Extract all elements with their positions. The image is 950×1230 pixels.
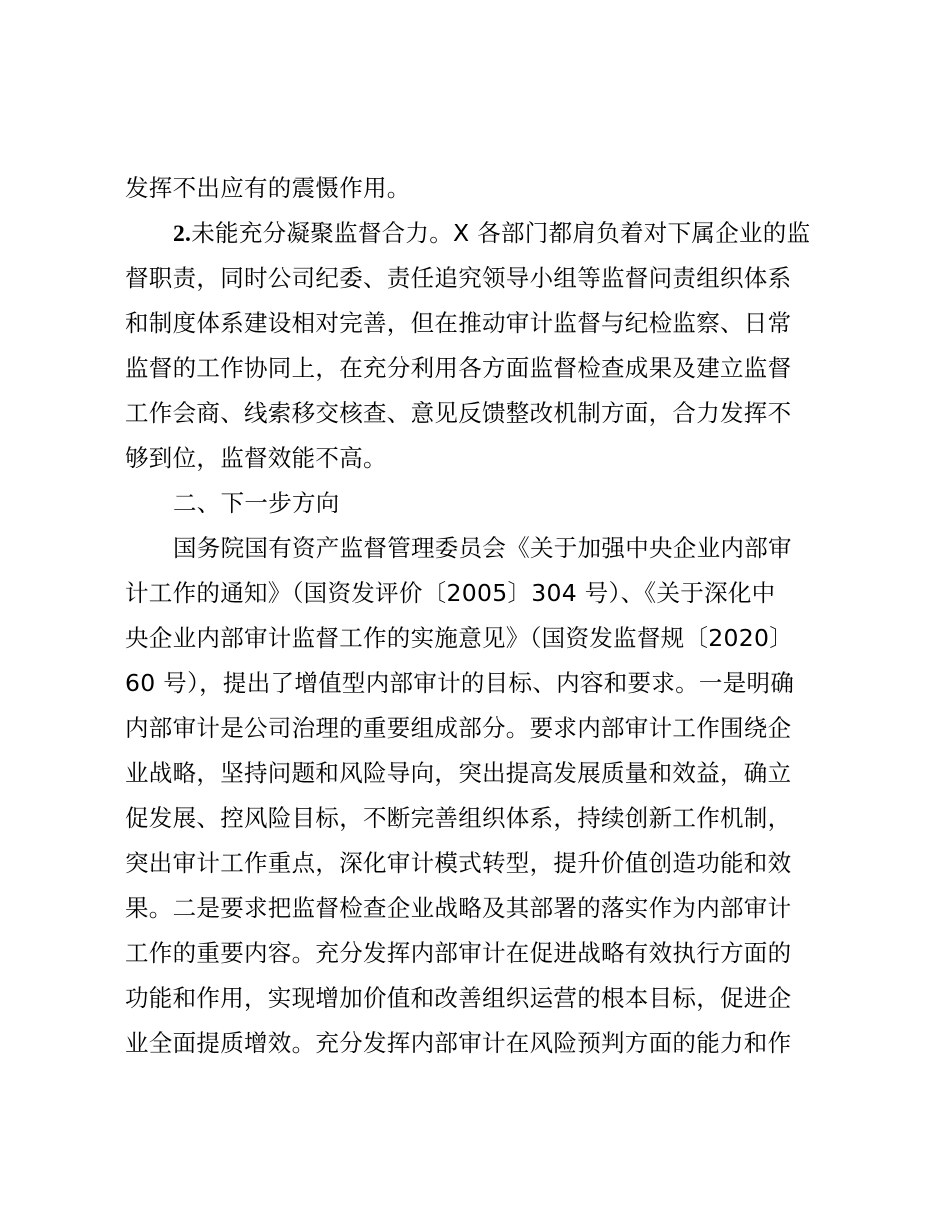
text-line: 和制度体系建设相对完善，但在推动审计监督与纪检监察、日常 <box>125 309 792 337</box>
text-line: 计工作的通知》（国资发评价〔2005〕304 号）、《关于深化中 <box>125 579 776 607</box>
text-line: 工作的重要内容。充分发挥内部审计在促进战略有效执行方面的 <box>125 939 792 967</box>
text-line: 工作会商、线索移交核查、意见反馈整改机制方面，合力发挥不 <box>125 399 792 427</box>
text-line <box>125 211 837 256</box>
text-line: 果。二是要求把监督检查企业战略及其部署的落实作为内部审计 <box>125 894 792 922</box>
item-number: 2. <box>173 221 192 247</box>
text-line: 内部审计是公司治理的重要组成部分。要求内部审计工作围绕企 <box>125 714 792 742</box>
text-line: 促发展、控风险目标，不断完善组织体系，持续创新工作机制， <box>125 804 792 832</box>
text-line: 央企业内部审计监督工作的实施意见》（国资发监督规〔2020〕 <box>125 624 794 652</box>
text-line: 监督的工作协同上，在充分利用各方面监督检查成果及建立监督 <box>125 354 792 382</box>
text-line: 业全面提质增效。充分发挥内部审计在风险预判方面的能力和作 <box>125 1029 792 1057</box>
text-line: 够到位，监督效能不高。 <box>125 444 387 472</box>
text-line: 60 号），提出了增值型内部审计的目标、内容和要求。一是明确 <box>125 669 795 697</box>
document-body <box>125 166 837 1066</box>
text-line: 国务院国有资产监督管理委员会《关于加强中央企业内部审 <box>173 534 792 562</box>
text-line: 功能和作用，实现增加价值和改善组织运营的根本目标，促进企 <box>125 984 792 1012</box>
text-line: 业战略，坚持问题和风险导向，突出提高发展质量和效益，确立 <box>125 759 792 787</box>
section-heading: 二、下一步方向 <box>173 489 340 517</box>
text-line: 督职责，同时公司纪委、责任追究领导小组等监督问责组织体系 <box>125 264 792 292</box>
text-line: 发挥不出应有的震慑作用。 <box>125 174 411 202</box>
item-text: 未能充分凝聚监督合力。X 各部门都肩负着对下属企业的监 <box>191 219 811 247</box>
text-line: 突出审计工作重点，深化审计模式转型，提升价值创造功能和效 <box>125 849 792 877</box>
